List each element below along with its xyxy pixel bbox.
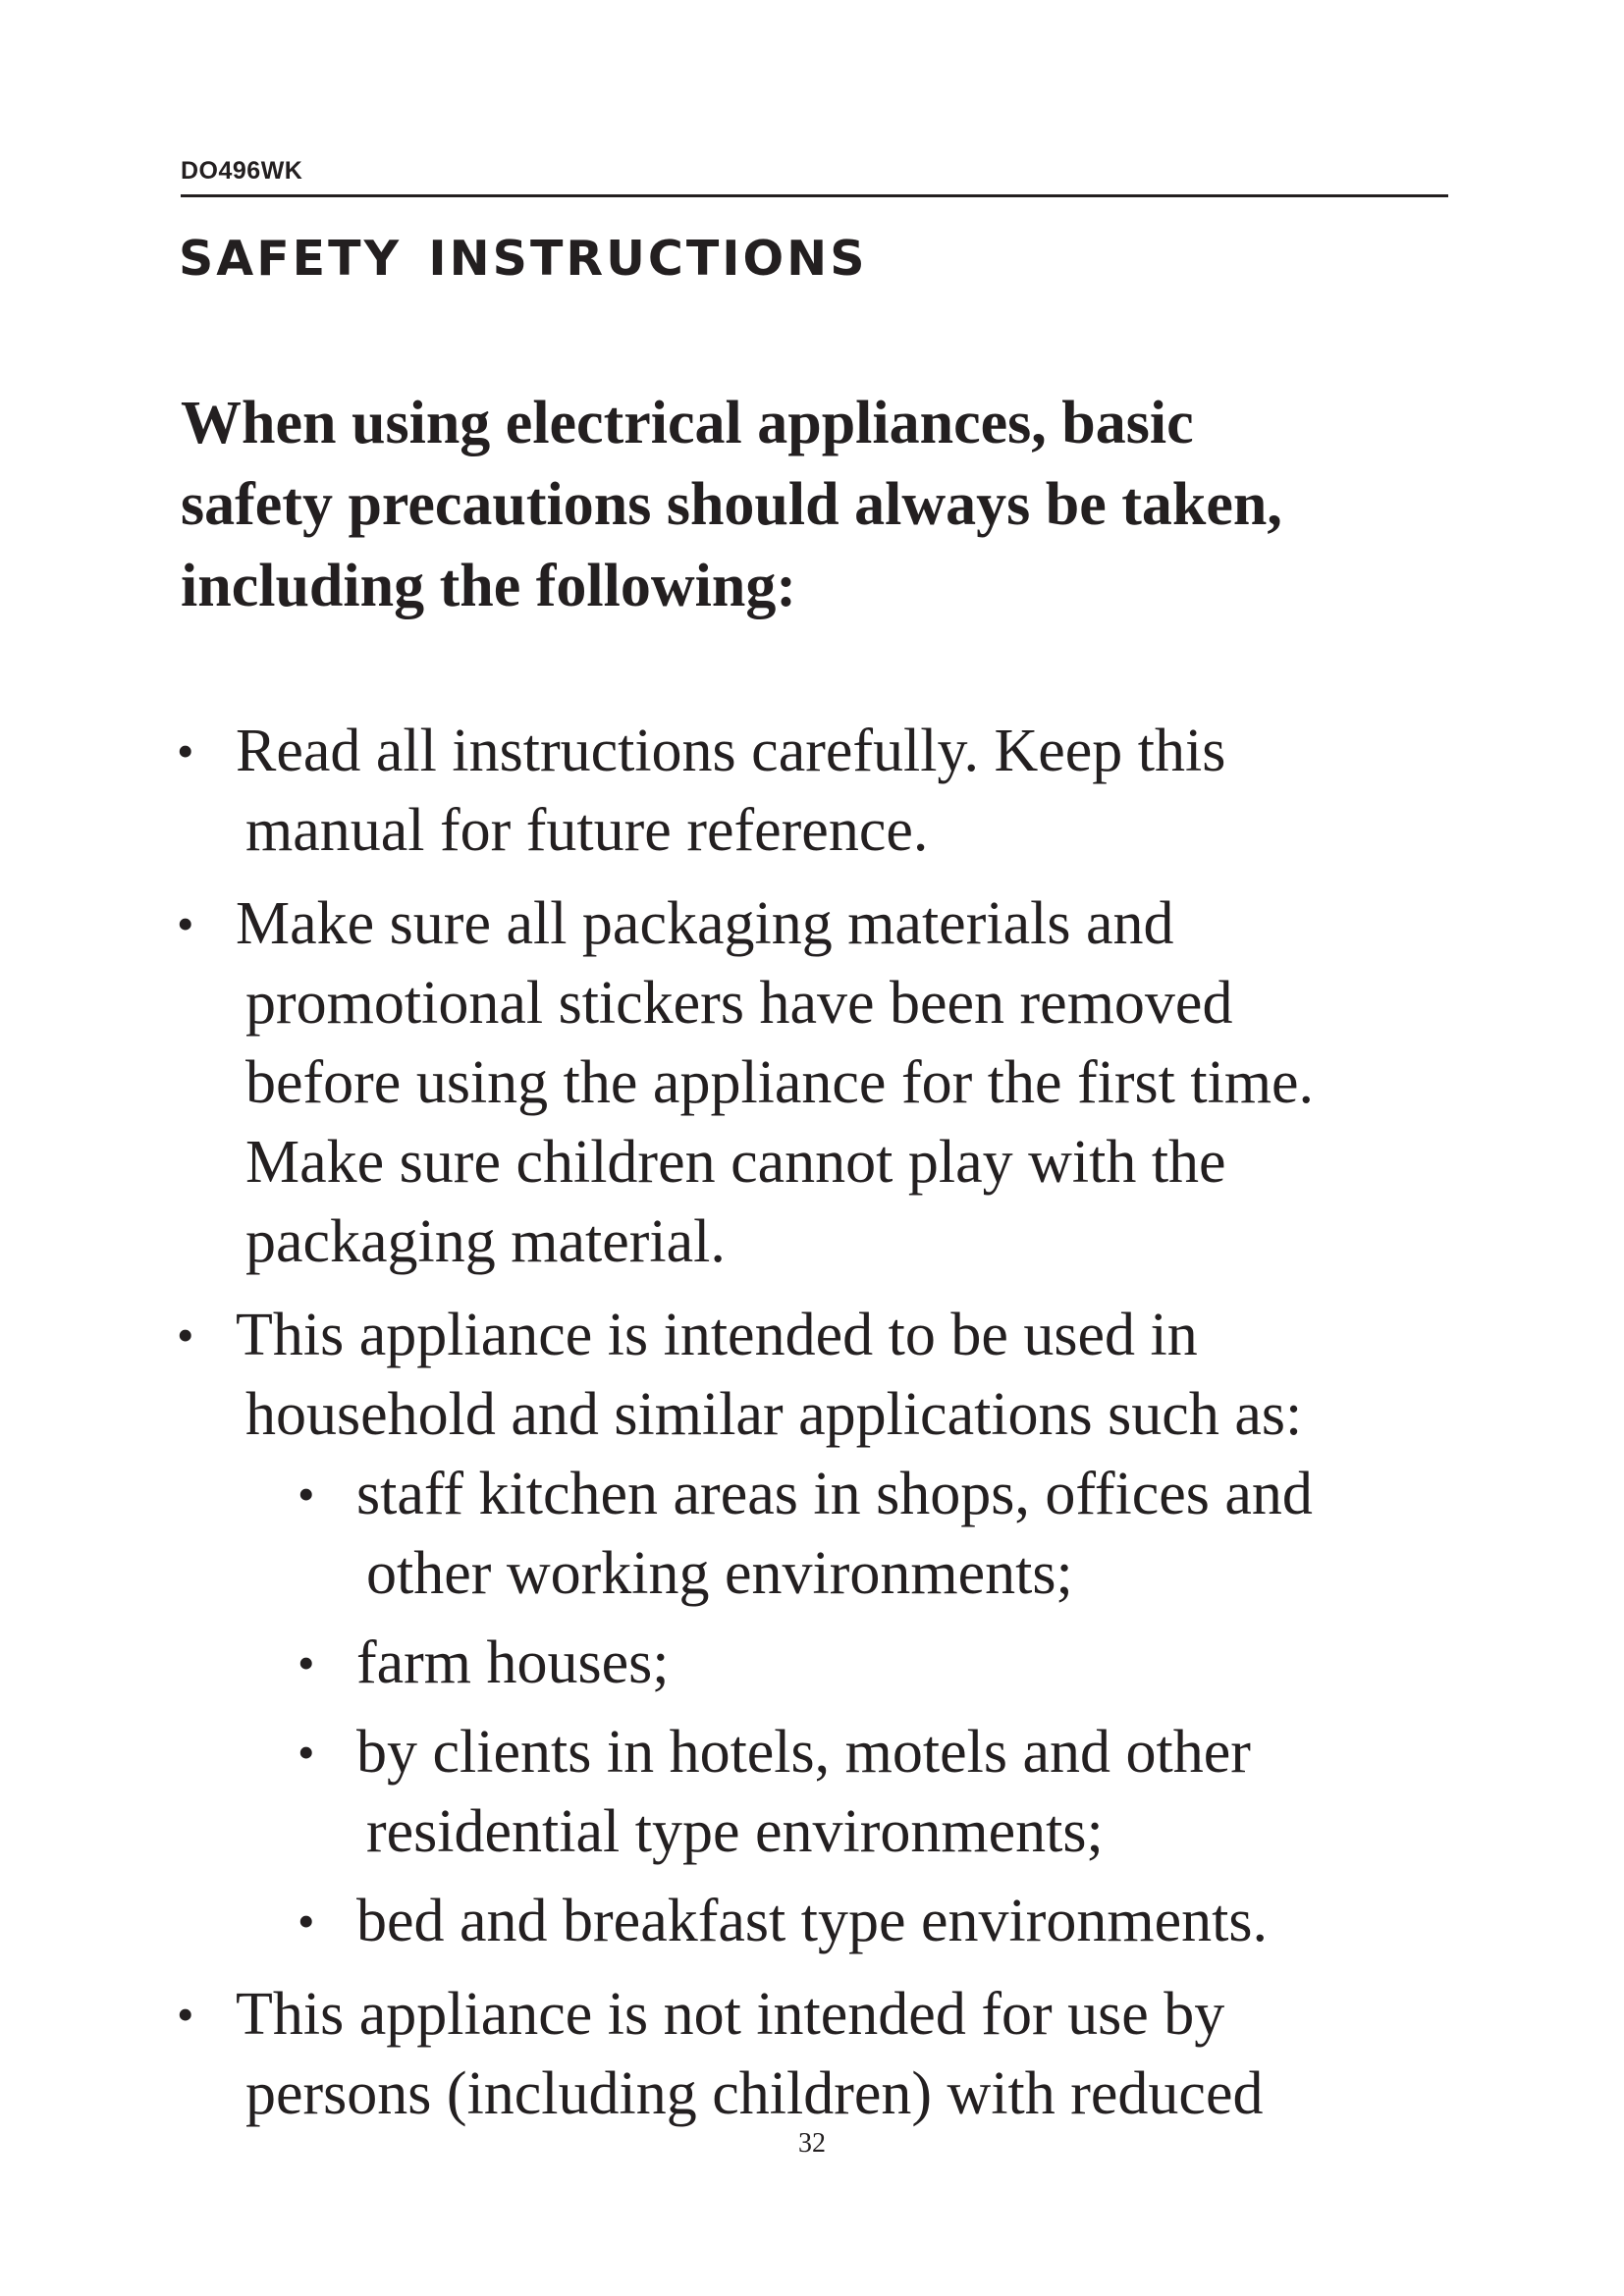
list-item (0, 1296, 1624, 1961)
sub-item-line: farm houses; (356, 1629, 670, 1696)
item-line: promotional stickers have been removed (245, 970, 1233, 1037)
bullet-icon: • (177, 723, 194, 778)
intro-line: When using electrical appliances, basic (181, 390, 1194, 456)
bullet-icon: • (298, 1467, 315, 1522)
bullet-icon: • (177, 896, 194, 951)
item-line: packaging material. (245, 1208, 726, 1275)
item-line: household and similar applications such as: (245, 1381, 1303, 1448)
list-item (0, 884, 1624, 1282)
item-line: This appliance is not intended for use by (236, 1981, 1225, 2048)
intro-line: safety precautions should always be taken, (181, 471, 1282, 538)
sub-item-line: residential type environments; (366, 1798, 1104, 1865)
page-title: safety instructions (179, 211, 868, 292)
sub-list-item (0, 1713, 1624, 1872)
sub-item-line: by clients in hotels, motels and other (356, 1719, 1251, 1786)
item-line: Make sure children cannot play with the (245, 1129, 1226, 1196)
bullet-icon: • (298, 1725, 315, 1780)
header-rule (181, 194, 1448, 197)
bullet-icon: • (177, 1308, 194, 1362)
item-line: Read all instructions carefully. Keep this (236, 718, 1226, 784)
bullet-icon: • (298, 1894, 315, 1949)
bullet-icon: • (298, 1635, 315, 1690)
safety-list (0, 712, 1624, 2148)
item-line: before using the appliance for the first time. (245, 1049, 1315, 1116)
sub-item-line: other working environments; (366, 1540, 1073, 1607)
item-line: persons (including children) with reduced (245, 2060, 1264, 2127)
item-line: manual for future reference. (245, 797, 929, 864)
sub-item-line: staff kitchen areas in shops, offices and (356, 1461, 1313, 1527)
intro-paragraph (181, 383, 1457, 627)
bullet-icon: • (177, 1987, 194, 2042)
sub-item-line: bed and breakfast type environments. (356, 1888, 1268, 1954)
page-number: 32 (798, 2128, 826, 2159)
model-number: DO496WK (181, 157, 303, 185)
item-line: Make sure all packaging materials and (236, 890, 1174, 957)
sub-list-item (0, 1882, 1624, 1961)
list-item (0, 712, 1624, 871)
sub-list-item (0, 1624, 1624, 1703)
item-line: This appliance is intended to be used in (236, 1302, 1198, 1368)
sub-list-item (0, 1455, 1624, 1614)
list-item (0, 1975, 1624, 2134)
intro-line: including the following: (181, 553, 796, 619)
